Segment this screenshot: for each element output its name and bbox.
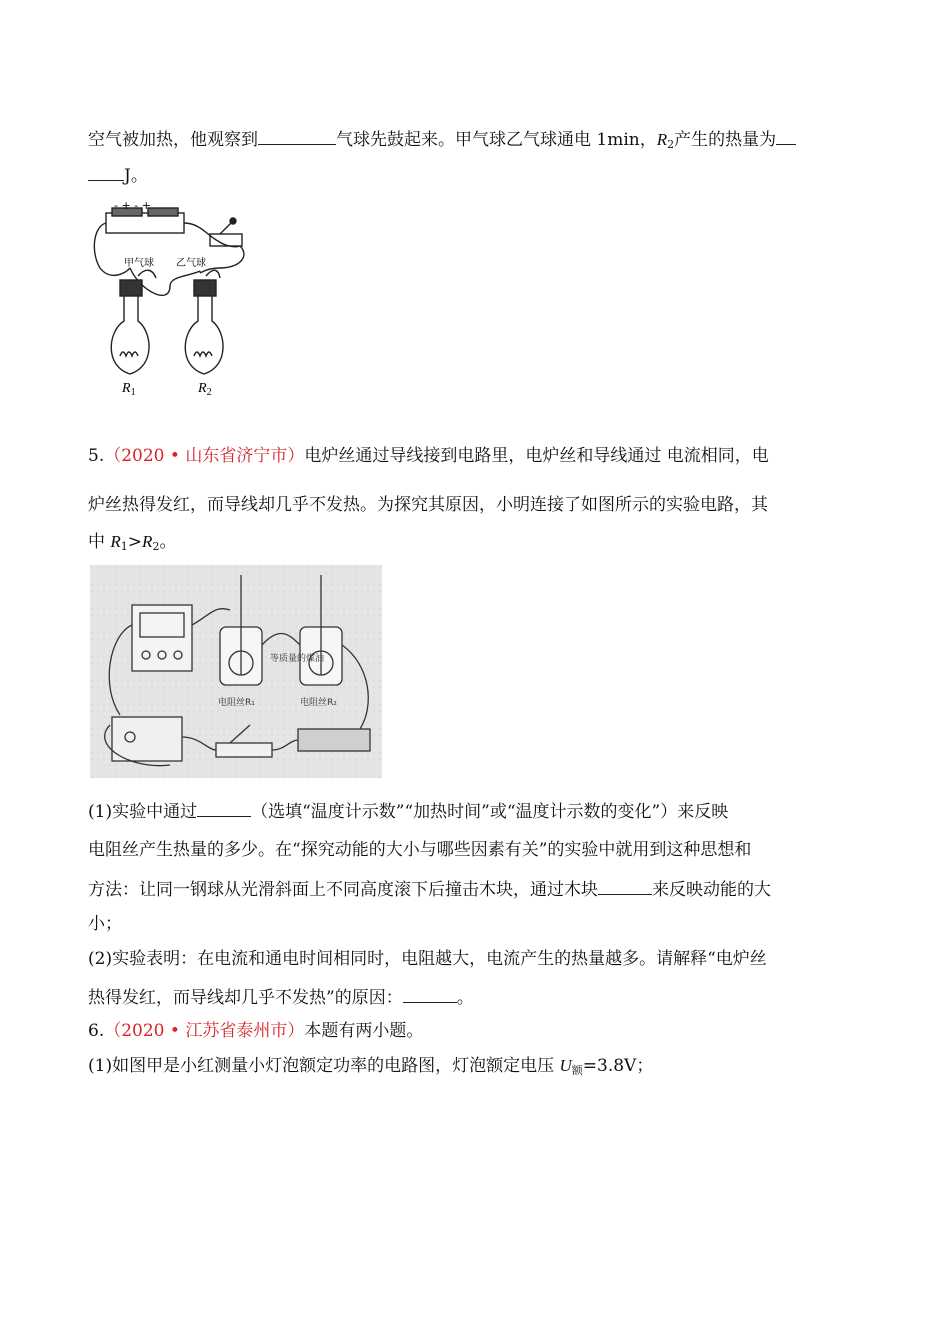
- q5-p2-line1: (2)实验表明：在电流和通电时间相同时，电阻越大，电流产生的热量越多。请解释“电炉丝: [88, 949, 767, 969]
- balloon-flask-figure: [90, 196, 260, 401]
- q5-line3: 中 $R_1>R_2$。: [88, 532, 177, 553]
- label-wire-r1: 电阻丝R₁: [218, 698, 255, 708]
- question-number: 5.: [88, 446, 105, 466]
- question-number: 6.: [88, 1021, 105, 1041]
- answer-blank[interactable]: [197, 798, 251, 817]
- q5-p1-line2: 电阻丝产生热量的多少。在“探究动能的大小与哪些因素有关”的实验中就用到这种思想和: [88, 840, 752, 860]
- answer-blank[interactable]: [403, 984, 457, 1003]
- question-source: （2020 • 山东省济宁市）: [104, 446, 305, 466]
- q5-p2-line2: 热得发红，而导线却几乎不发热”的原因： 。: [88, 984, 474, 1010]
- answer-blank[interactable]: [598, 876, 652, 895]
- q5-line1: 5.（2020 • 山东省济宁市）电炉丝通过导线接到电路里，电炉丝和导线通过 电流相同，电: [88, 446, 769, 466]
- q4-line1: 空气被加热，他观察到 气球先鼓起来。甲气球乙气球通电 1min，$R_2$产生的热量为: [88, 126, 796, 157]
- answer-blank[interactable]: [258, 126, 336, 145]
- q5-p1-line3: 方法：让同一钢球从光滑斜面上不同高度滚下后撞击木块，通过木块 来反映动能的大: [88, 876, 771, 902]
- label-yi-balloon: 乙气球: [176, 258, 206, 269]
- answer-blank[interactable]: [776, 126, 796, 145]
- circuit-experiment-figure: [90, 565, 382, 778]
- question-source: （2020 • 江苏省泰州市）: [104, 1021, 305, 1041]
- answer-blank[interactable]: [88, 162, 124, 181]
- label-r1: $R_1$: [122, 381, 136, 398]
- q5-line2: 炉丝热得发红，而导线却几乎不发热。为探究其原因，小明连接了如图所示的实验电路，其: [88, 495, 768, 515]
- label-r2: $R_2$: [198, 381, 212, 398]
- label-wire-r2: 电阻丝R₂: [300, 698, 337, 708]
- svg-text:- + - +: - + - +: [114, 199, 151, 212]
- q6-line1: 6.（2020 • 江苏省泰州市）本题有两小题。: [88, 1021, 424, 1041]
- q5-p1-line1: (1)实验中通过 （选填“温度计示数”“加热时间”或“温度计示数的变化”）来反映: [88, 798, 728, 824]
- q4-line2: J。: [88, 162, 148, 188]
- q5-p1-line4: 小；: [88, 914, 122, 934]
- label-jia-balloon: 甲气球: [124, 258, 154, 269]
- label-oil: 等质量的煤油: [270, 654, 325, 664]
- q6-line2: (1)如图甲是小红测量小灯泡额定功率的电路图，灯泡额定电压 $U_额=3.8V$；: [88, 1056, 654, 1077]
